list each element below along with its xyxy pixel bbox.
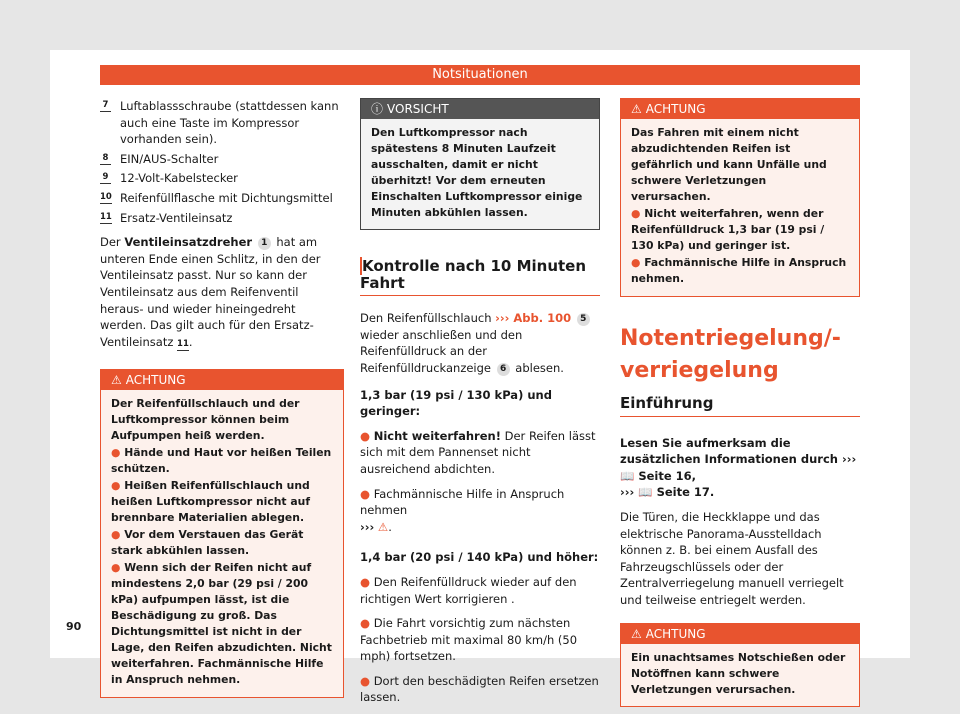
- warning-intro: Das Fahren mit einem nicht abzudichtenden Reifen ist gefährlich und kann Unfälle und schwere Verletzungen verursachen.: [631, 126, 827, 203]
- legend-item: [100, 98, 344, 148]
- warning-box: [100, 369, 344, 698]
- section-heading: Kontrolle nach 10 Minuten Fahrt: [360, 258, 600, 296]
- case-high-title: 1,4 bar (20 psi / 140 kPa) und höher:: [360, 550, 599, 565]
- case-low-bullet: ● Nicht weiterfahren! Der Reifen lässt sich mit dem Pannenset nicht ausreichend abdichten.: [360, 428, 596, 476]
- warning-body: [101, 390, 343, 697]
- warning-header: ⚠ ACHTUNG: [621, 624, 859, 644]
- legend-number: 11: [100, 211, 112, 222]
- callout-number: 1: [258, 237, 271, 250]
- warning-bullet: ● Nicht weiterfahren, wenn der Reifenfülldruck 1,3 bar (19 psi / 130 kPa) und geringer ist.: [631, 207, 825, 252]
- page-number: 90: [66, 620, 82, 633]
- warning-triangle-icon: ⚠: [631, 626, 642, 641]
- legend-item: [100, 210, 344, 227]
- valve-paragraph: Der Ventileinsatzdreher 1 hat am unteren Ende einen Schlitz, in den der Ventileinsatz passt. Nur so kann der Ventileinsatz aus dem Reifenventil heraus- und wieder hineingedreht werden. Das gilt auch für den Ersatz-Ventileinsatz 11.: [100, 235, 321, 349]
- legend-number: 10: [100, 191, 112, 202]
- body-paragraph: Die Türen, die Heckklappe und das elektrische Panorama-Ausstelldach können z. B. bei einem Ausfall des Fahrzeugschlüssels oder der Zentralverriegelung manuell verriegelt und teilweise entriegelt werden.: [620, 509, 844, 607]
- warning-bullet: ● Vor dem Verstauen das Gerät stark abkühlen lassen.: [111, 527, 304, 557]
- caution-header: ⓘ VORSICHT: [361, 99, 599, 119]
- callout-number: 5: [577, 313, 590, 326]
- book-icon: 📖: [638, 485, 653, 500]
- case-high-bullet: ● Dort den beschädigten Reifen ersetzen lassen.: [360, 673, 599, 705]
- caution-box: [360, 98, 600, 230]
- legend-number: 11: [177, 338, 189, 349]
- case-low-bullet: ● Fachmännische Hilfe in Anspruch nehmen ››› ⚠.: [360, 486, 565, 534]
- column-right: [620, 98, 860, 707]
- legend-text: Reifenfüllflasche mit Dichtungsmittel: [120, 190, 333, 205]
- case-low-title: 1,3 bar (19 psi / 130 kPa) und geringer:: [360, 387, 552, 419]
- legend-item: [100, 170, 344, 187]
- section-header: Notsituationen: [100, 65, 860, 85]
- chapter-title: Notentriegelung/-verriegelung: [620, 326, 841, 383]
- reference-arrow[interactable]: ›››: [620, 485, 635, 500]
- callout-number: 6: [497, 363, 510, 376]
- read-more-paragraph: Lesen Sie aufmerksam die zusätzlichen Informationen durch ››› 📖 Seite 16, ››› 📖 Seite 17.: [620, 435, 857, 500]
- book-icon: 📖: [620, 468, 635, 483]
- column-middle: [360, 98, 600, 714]
- check-intro: Den Reifenfüllschlauch ››› Abb. 100 5 wieder anschließen und den Reifenfülldruck an der Reifenfülldruckanzeige 6 ablesen.: [360, 310, 600, 376]
- reference-arrow[interactable]: ›››: [841, 452, 857, 467]
- legend-item: [100, 151, 344, 168]
- column-left: [100, 98, 344, 698]
- warning-intro: Der Reifenfüllschlauch und der Luftkompressor können beim Aufpumpen heiß werden.: [111, 396, 300, 442]
- legend-number: 9: [100, 172, 111, 184]
- warning-bullet: ● Hände und Haut vor heißen Teilen schützen.: [111, 445, 332, 475]
- info-circle-icon: ⓘ: [371, 102, 384, 116]
- reference-arrow[interactable]: ›››: [360, 519, 375, 534]
- warning-body: [621, 119, 859, 296]
- case-high-bullet: ● Den Reifenfülldruck wieder auf den richtigen Wert korrigieren .: [360, 574, 577, 606]
- case-high-bullet: ● Die Fahrt vorsichtig zum nächsten Fachbetrieb mit maximal 80 km/h (50 mph) fortsetzen.: [360, 616, 578, 664]
- caution-body: Den Luftkompressor nach spätestens 8 Minuten Laufzeit ausschalten, damit er nicht überhitzt! Vor dem erneuten Einschalten Luftkompressor einige Minuten abkühlen lassen.: [371, 126, 583, 219]
- term-valve-tool: Ventileinsatzdreher: [124, 235, 253, 250]
- warning-header: ⚠ ACHTUNG: [621, 99, 859, 119]
- legend-text: Ersatz-Ventileinsatz: [120, 210, 233, 225]
- legend-text: Luftablassschraube (stattdessen kann auch eine Taste im Kompressor vorhanden sein).: [120, 99, 339, 147]
- warning-box: [620, 98, 860, 297]
- subsection-title: Einführung: [620, 395, 860, 417]
- legend-text: 12-Volt-Kabelstecker: [120, 171, 238, 186]
- warning-bullet: ● Wenn sich der Reifen nicht auf mindestens 2,0 bar (29 psi / 200 kPa) aufpumpen lässt, ist die Beschädigung zu groß. Das Dichtungsmittel ist nicht in der Lage, den Reifen abzudichten. Nicht weiterfahren. Fachmännische Hilfe in Anspruch nehmen.: [111, 560, 332, 686]
- warning-bullet: ● Fachmännische Hilfe in Anspruch nehmen.: [631, 256, 847, 285]
- legend-number: 8: [100, 153, 111, 165]
- warning-triangle-icon: ⚠: [631, 102, 642, 116]
- warning-box: [620, 623, 860, 707]
- legend-text: EIN/AUS-Schalter: [120, 151, 219, 166]
- warning-header: ⚠ ACHTUNG: [101, 370, 343, 390]
- legend-item: [100, 190, 344, 207]
- legend-number: 7: [100, 100, 111, 112]
- warning-triangle-icon: ⚠: [377, 519, 389, 534]
- warning-triangle-icon: ⚠: [111, 372, 122, 387]
- warning-bullet: ● Heißen Reifenfüllschlauch und heißen Luftkompressor nicht auf brennbare Materialien ablegen.: [111, 478, 311, 524]
- warning-body: Ein unachtsames Notschießen oder Notöffnen kann schwere Verletzungen verursachen.: [631, 650, 846, 696]
- figure-link[interactable]: ››› Abb. 100: [495, 311, 572, 326]
